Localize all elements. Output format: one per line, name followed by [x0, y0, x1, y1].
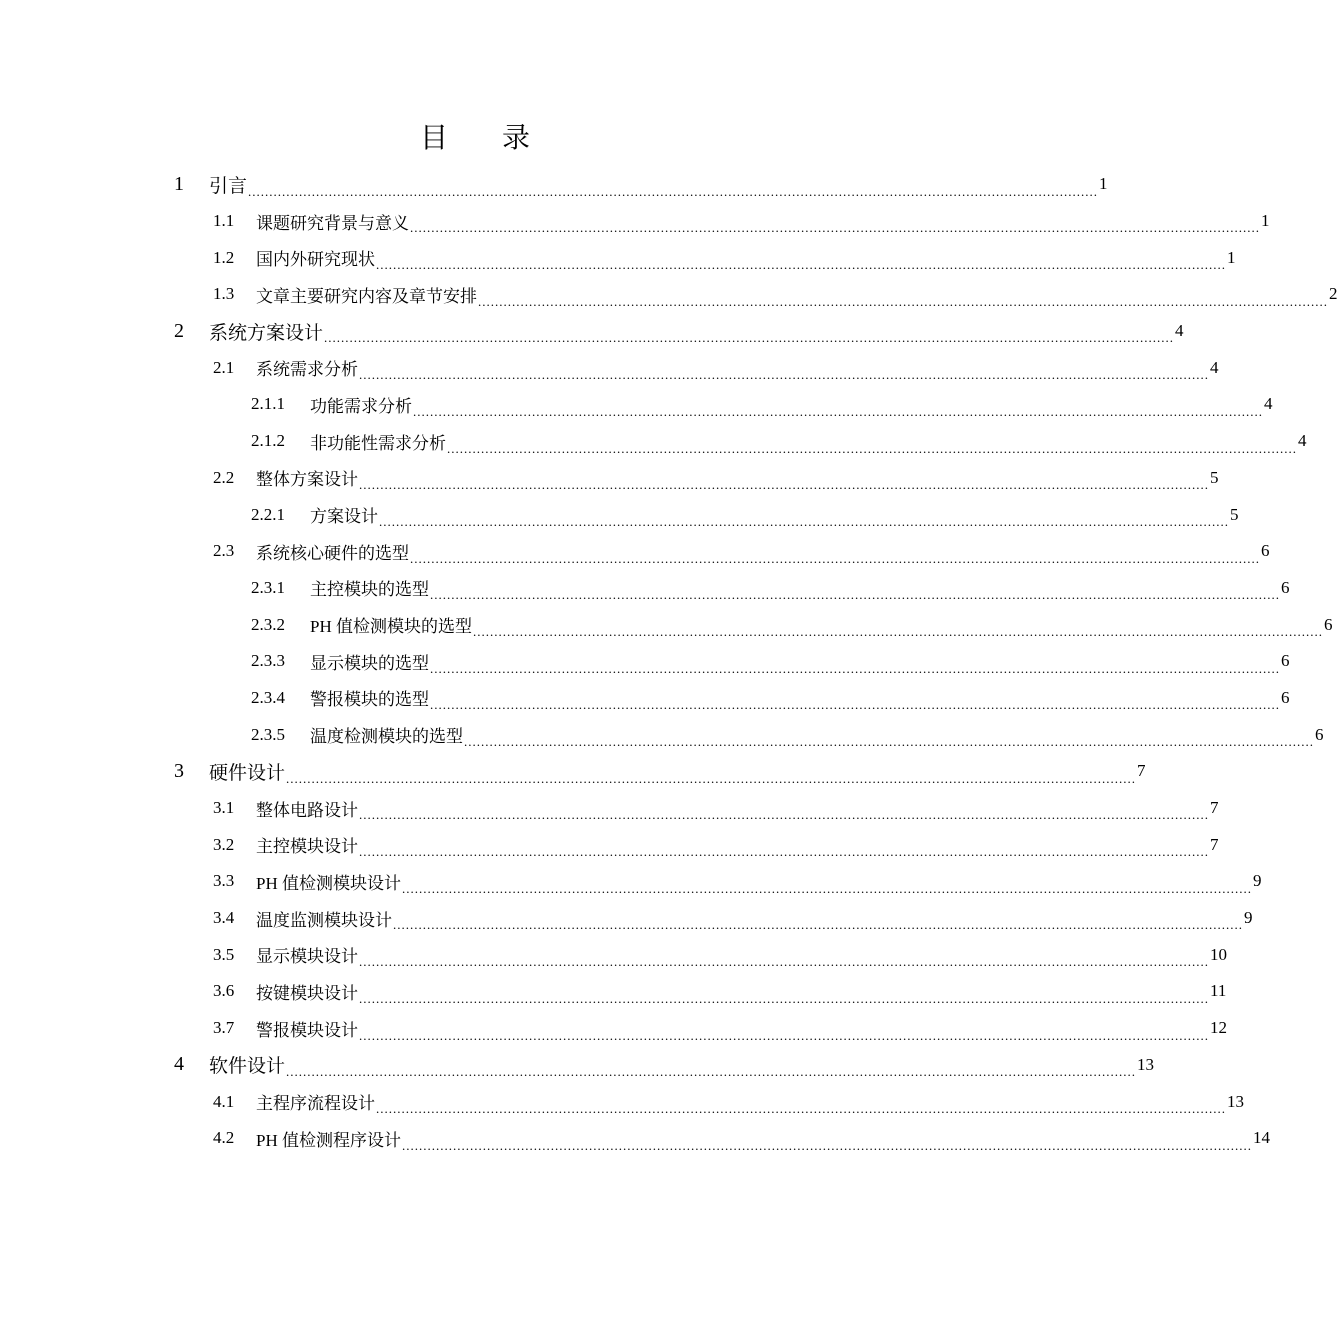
toc-dot-leader: ........................................................................................................................................................................................................	[410, 550, 1260, 566]
toc-entry-label: 文章主要研究内容及章节安排	[256, 286, 477, 306]
toc-entry[interactable]	[0, 533, 1270, 570]
toc-entry[interactable]	[0, 496, 1239, 533]
toc-entry-number: 4.2	[213, 1128, 235, 1148]
toc-entry-page: 9	[1244, 908, 1253, 928]
toc-entry-label: 温度检测模块的选型	[310, 727, 463, 747]
toc-entry[interactable]	[0, 1083, 1244, 1120]
toc-entry[interactable]	[0, 349, 1219, 386]
toc-dot-leader: ........................................................................................................................................................................................................	[413, 403, 1263, 419]
toc-dot-leader: ........................................................................................................................................................................................................	[376, 1100, 1226, 1116]
toc-entry-page: 6	[1315, 724, 1324, 744]
toc-entry[interactable]	[0, 1047, 1155, 1084]
toc-dot-leader: ........................................................................................................................................................................................................	[376, 257, 1226, 273]
toc-entry-label: 主控模块设计	[256, 837, 358, 857]
toc-entry[interactable]	[0, 606, 1333, 643]
toc-entry-label: 系统方案设计	[209, 321, 324, 344]
toc-entry-number: 2.1	[213, 357, 235, 377]
toc-entry-label: 主控模块的选型	[310, 580, 429, 600]
toc-entry-page: 1	[1227, 247, 1236, 267]
toc-dot-leader: ........................................................................................................................................................................................................	[472, 623, 1323, 639]
toc-entry[interactable]	[0, 460, 1219, 497]
toc-entry[interactable]	[0, 423, 1307, 460]
toc-entry[interactable]	[0, 643, 1290, 680]
toc-dot-leader: ........................................................................................................................................................................................................	[410, 220, 1260, 236]
toc-entry-page: 7	[1210, 798, 1219, 818]
toc-dot-leader: ........................................................................................................................................................................................................	[359, 954, 1209, 970]
toc-entry[interactable]	[0, 680, 1290, 717]
toc-dot-leader: ........................................................................................................................................................................................................	[401, 880, 1252, 896]
toc-entry[interactable]	[0, 863, 1262, 900]
toc-entry[interactable]	[0, 716, 1324, 753]
toc-entry-number: 3.2	[213, 834, 235, 854]
toc-dot-leader: ........................................................................................................................................................................................................	[359, 477, 1209, 493]
toc-entry-page: 5	[1210, 467, 1219, 487]
toc-dot-leader: ........................................................................................................................................................................................................	[359, 844, 1209, 860]
toc-entry-number: 1.3	[213, 284, 235, 304]
toc-entry-number: 2.1.2	[251, 431, 285, 451]
toc-entry-number: 1.2	[213, 247, 235, 267]
toc-entry-label: 软件设计	[209, 1055, 286, 1078]
toc-dot-leader: ........................................................................................................................................................................................................	[447, 440, 1297, 456]
toc-entry[interactable]	[0, 973, 1227, 1010]
toc-dot-leader: ........................................................................................................................................................................................................	[286, 1064, 1137, 1080]
toc-entry-number: 2.3.1	[251, 577, 285, 597]
toc-entry-number: 3.3	[213, 871, 235, 891]
toc-dot-leader: ........................................................................................................................................................................................................	[359, 367, 1209, 383]
toc-entry[interactable]	[0, 203, 1270, 240]
toc-dot-leader: ........................................................................................................................................................................................................	[359, 1027, 1209, 1043]
toc-entry-page: 4	[1175, 321, 1184, 341]
toc-entry-number: 1	[174, 172, 184, 195]
toc-entry[interactable]	[0, 570, 1290, 607]
toc-entry-page: 7	[1137, 761, 1146, 781]
toc-entry-label: 国内外研究现状	[256, 250, 375, 270]
toc-dot-leader: ........................................................................................................................................................................................................	[324, 330, 1175, 346]
toc-entry-page: 5	[1230, 504, 1239, 524]
toc-entry[interactable]	[0, 166, 1108, 203]
toc-entry-number: 2.3	[213, 541, 235, 561]
toc-dot-leader: ........................................................................................................................................................................................................	[379, 513, 1229, 529]
toc-entry-page: 6	[1281, 687, 1290, 707]
toc-entry-number: 4	[174, 1053, 184, 1076]
toc-title: 目录	[419, 121, 584, 154]
toc-entry-number: 2	[174, 319, 184, 342]
toc-dot-leader: ........................................................................................................................................................................................................	[430, 660, 1280, 676]
toc-entry-number: 3.1	[213, 798, 235, 818]
toc-entry-number: 2.1.1	[251, 394, 285, 414]
toc-entry-label: 显示模块设计	[256, 947, 358, 967]
toc-entry-number: 2.3.5	[251, 724, 285, 744]
toc-entry-page: 1	[1099, 174, 1108, 194]
toc-entry-page: 4	[1298, 431, 1307, 451]
toc-dot-leader: ........................................................................................................................................................................................................	[430, 587, 1280, 603]
toc-dot-leader: ........................................................................................................................................................................................................	[359, 807, 1209, 823]
toc-entry-label: 按键模块设计	[256, 983, 358, 1003]
toc-entry[interactable]	[0, 1120, 1270, 1157]
toc-dot-leader: ........................................................................................................................................................................................................	[248, 183, 1099, 199]
toc-entry-label: 主程序流程设计	[256, 1094, 375, 1114]
toc-entry-label: PH 值检测模块的选型	[310, 617, 472, 637]
toc-entry[interactable]	[0, 753, 1146, 790]
toc-dot-leader: ........................................................................................................................................................................................................	[478, 293, 1328, 309]
toc-entry-label: 非功能性需求分析	[310, 433, 446, 453]
toc-dot-leader: ........................................................................................................................................................................................................	[286, 770, 1137, 786]
toc-entry-label: 硬件设计	[209, 761, 286, 784]
toc-dot-leader: ........................................................................................................................................................................................................	[464, 734, 1314, 749]
toc-entry-number: 3.7	[213, 1018, 235, 1038]
toc-dot-leader: ........................................................................................................................................................................................................	[430, 697, 1280, 713]
toc-entry[interactable]	[0, 936, 1227, 973]
toc-entry-number: 2.3.3	[251, 651, 285, 671]
toc-entry[interactable]	[0, 276, 1338, 313]
toc-entry-page: 10	[1210, 944, 1227, 964]
toc-entry-label: 显示模块的选型	[310, 653, 429, 673]
toc-entry-page: 11	[1210, 981, 1227, 1001]
toc-entry-page: 7	[1210, 834, 1219, 854]
toc-entry-label: 方案设计	[310, 507, 378, 527]
toc-entry-page: 6	[1323, 614, 1333, 634]
toc-entry-label: 课题研究背景与意义	[256, 213, 409, 233]
toc-entry[interactable]	[0, 1010, 1227, 1047]
toc-entry[interactable]	[0, 826, 1219, 863]
toc-entry[interactable]	[0, 313, 1184, 350]
toc-entry[interactable]	[0, 900, 1253, 937]
toc-entry-label: 系统需求分析	[256, 360, 358, 380]
toc-entry-page: 6	[1261, 541, 1270, 561]
toc-entry-label: 功能需求分析	[310, 396, 412, 416]
toc-entry-number: 2.2.1	[251, 504, 285, 524]
toc-entry-label: PH 值检测模块设计	[256, 873, 401, 893]
toc-entry-label: PH 值检测程序设计	[256, 1130, 401, 1150]
toc-dot-leader: ........................................................................................................................................................................................................	[401, 1137, 1252, 1153]
toc-entry-page: 1	[1261, 211, 1270, 231]
toc-entry-number: 3	[174, 759, 184, 782]
toc-entry-page: 13	[1227, 1091, 1244, 1111]
toc-entry-number: 3.4	[213, 908, 235, 928]
toc-entry-number: 2.3.2	[251, 614, 285, 634]
toc-entry-number: 2.3.4	[251, 687, 285, 707]
toc-entry[interactable]	[0, 790, 1219, 827]
table-of-contents	[0, 166, 1338, 1157]
toc-entry-label: 温度监测模块设计	[256, 910, 392, 930]
toc-entry[interactable]	[0, 386, 1273, 423]
toc-entry-page: 6	[1281, 577, 1290, 597]
toc-entry-number: 3.5	[213, 944, 235, 964]
toc-entry-number: 2.2	[213, 467, 235, 487]
toc-entry-label: 警报模块设计	[256, 1020, 358, 1040]
toc-entry-number: 4.1	[213, 1091, 235, 1111]
toc-entry-page: 6	[1281, 651, 1290, 671]
toc-entry-page: 4	[1210, 357, 1219, 377]
toc-entry-label: 整体电路设计	[256, 800, 358, 820]
toc-entry-label: 引言	[209, 174, 248, 197]
toc-entry-page: 14	[1252, 1128, 1270, 1148]
toc-entry-page: 2	[1329, 284, 1338, 304]
toc-entry[interactable]	[0, 239, 1236, 276]
toc-dot-leader: ........................................................................................................................................................................................................	[359, 990, 1209, 1006]
toc-entry-number: 3.6	[213, 981, 235, 1001]
toc-entry-page: 13	[1137, 1054, 1155, 1074]
toc-entry-label: 警报模块的选型	[310, 690, 429, 710]
toc-dot-leader: ........................................................................................................................................................................................................	[393, 917, 1243, 933]
toc-entry-number: 1.1	[213, 211, 235, 231]
toc-entry-label: 系统核心硬件的选型	[256, 543, 409, 563]
toc-entry-page: 4	[1264, 394, 1273, 414]
toc-entry-page: 9	[1252, 871, 1262, 891]
toc-entry-label: 整体方案设计	[256, 470, 358, 490]
toc-entry-page: 12	[1210, 1018, 1227, 1038]
